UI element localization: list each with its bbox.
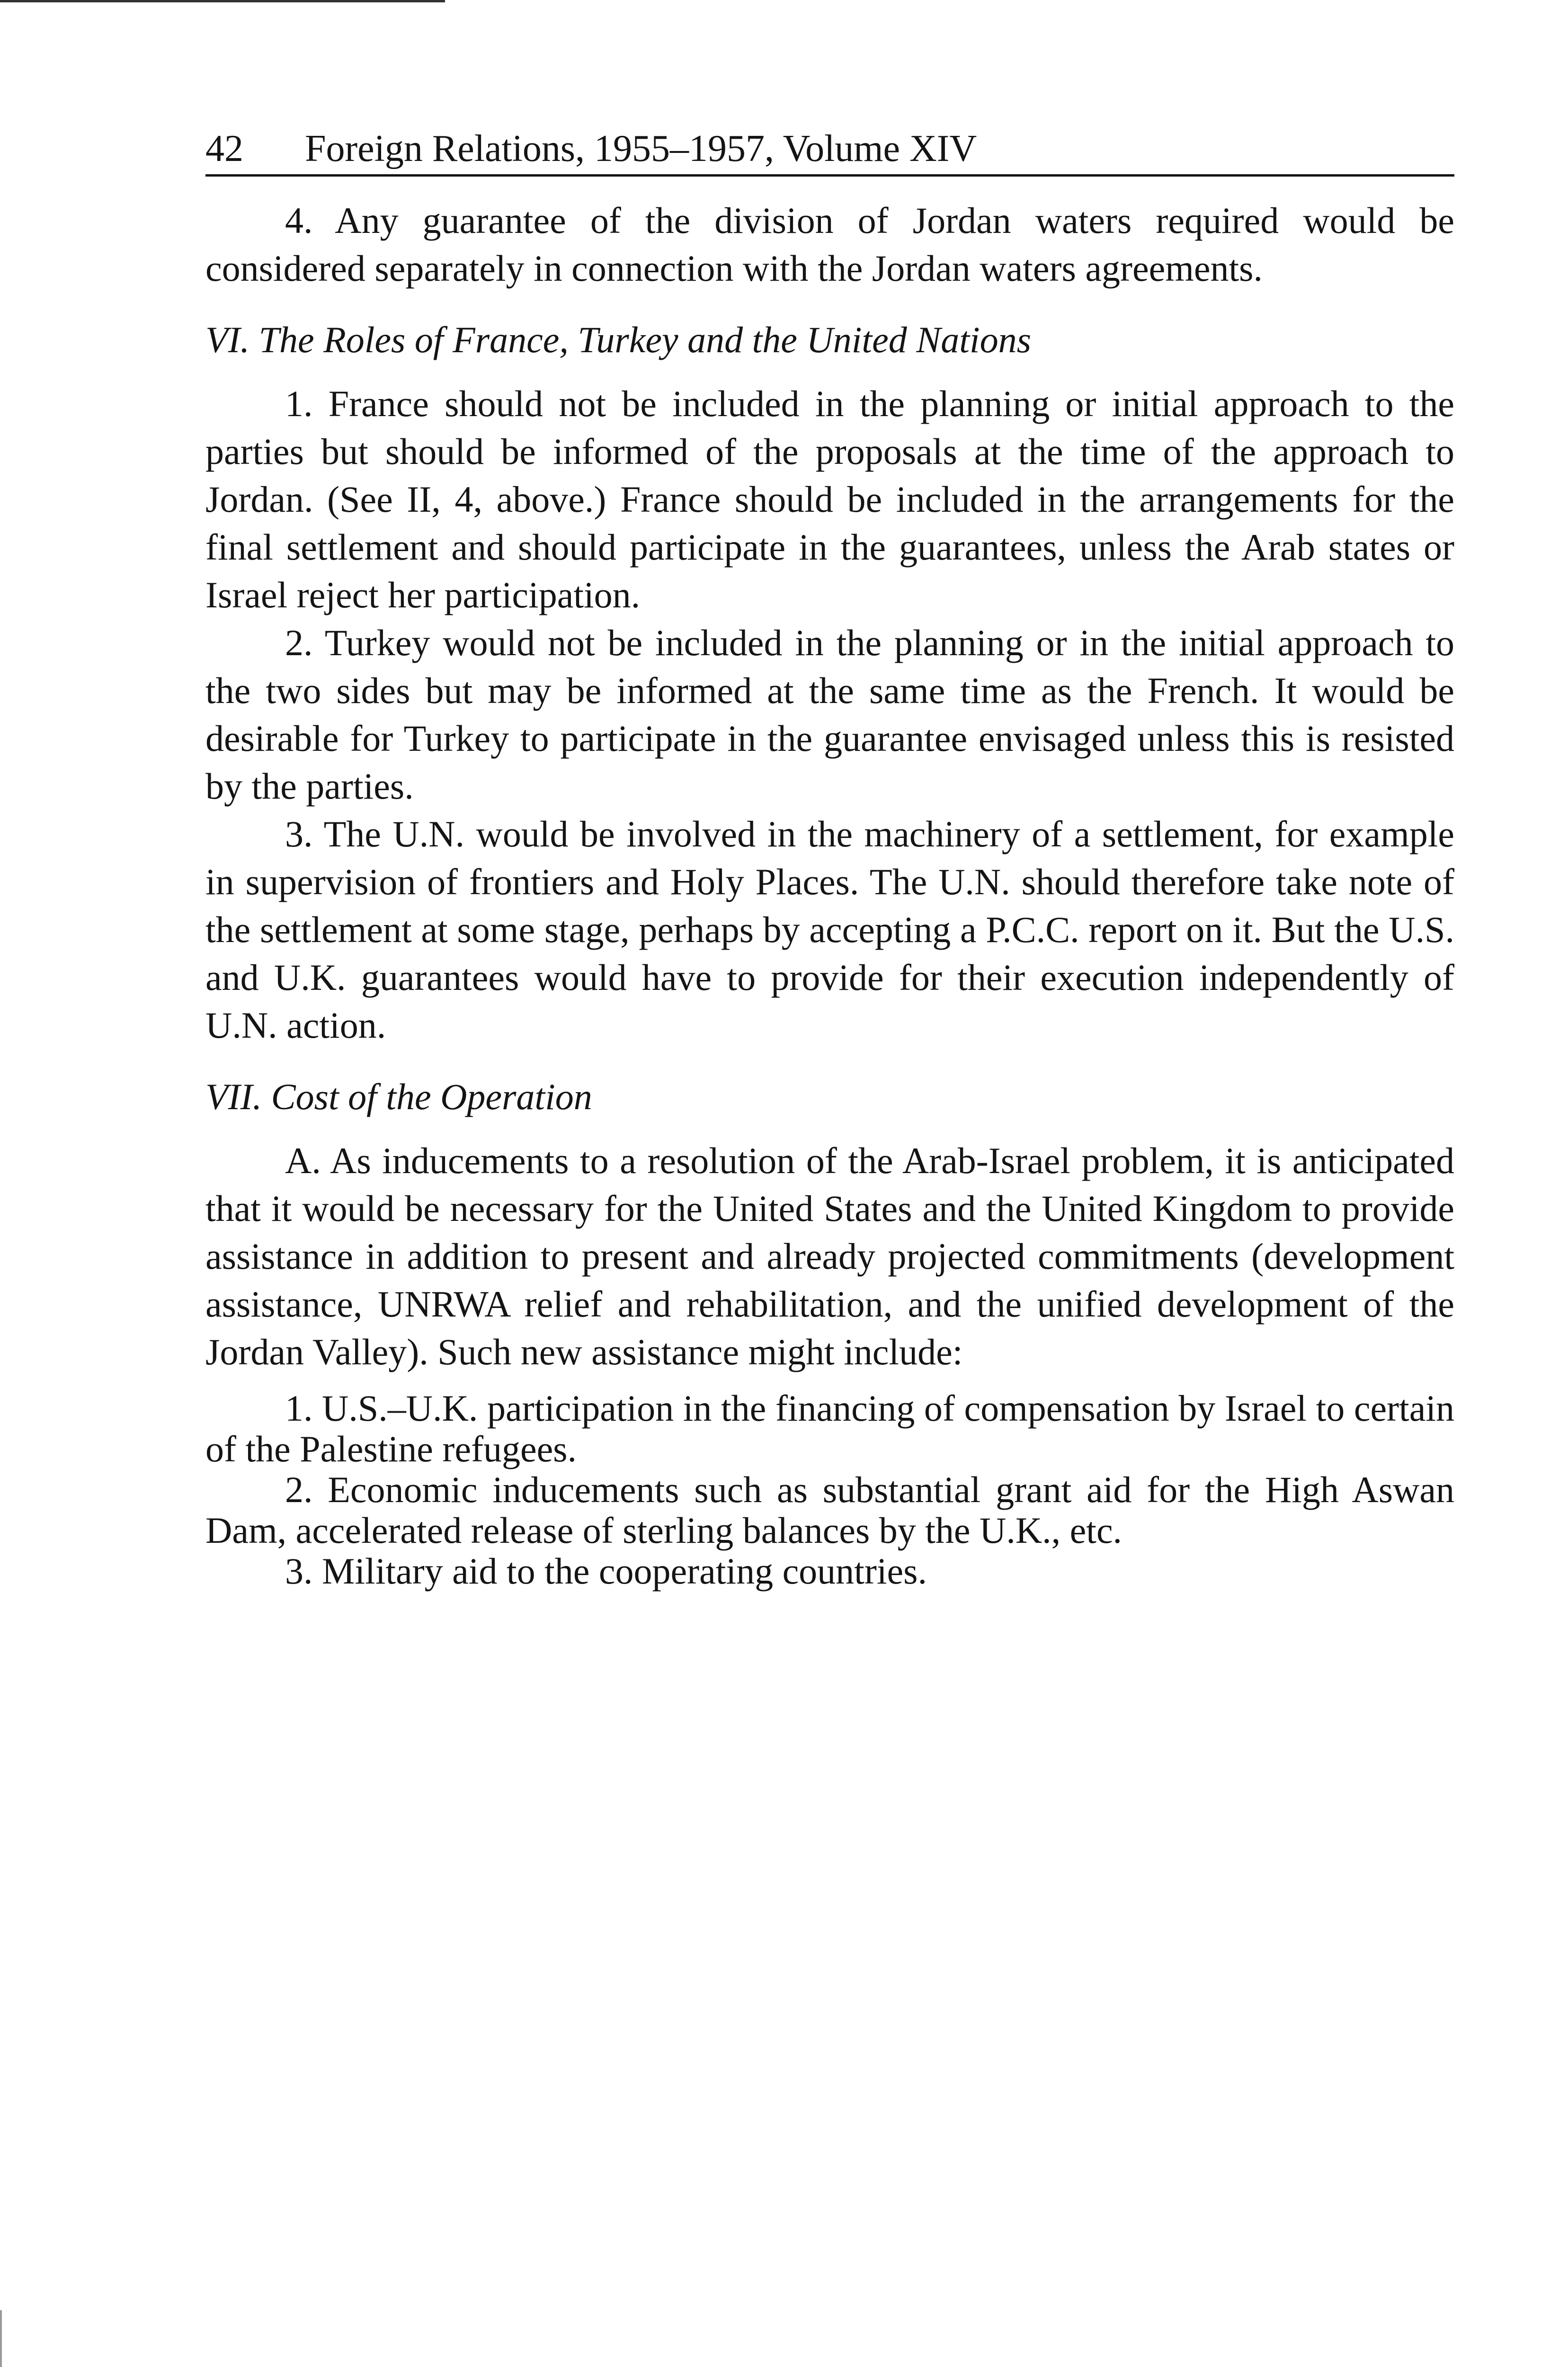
paragraph-jordan-waters: 4. Any guarantee of the division of Jordan waters required would be considered separately in connection with the Jordan waters agreements. — [205, 200, 1454, 289]
scan-edge-rule-left — [0, 2310, 2, 2367]
section-vi-item-1: 1. France should not be included in the planning or initial approach to the parties but should be informed of the proposals at the time of the approach to Jordan. (See II, 4, above.) France should be included in the arrangements for the final settlement and should participate in the guarantees, unless the Arab states or Israel reject her participation. — [205, 383, 1454, 615]
section-vii-item-2: 2. Economic inducements such as substantial grant aid for the High Aswan Dam, accelerated release of sterling balances by the U.K., etc. — [205, 1469, 1454, 1551]
section-vii-heading: VII. Cost of the Operation — [205, 1076, 592, 1117]
scan-edge-rule-top — [0, 0, 445, 2]
section-vii-item-3: 3. Military aid to the cooperating countries. — [285, 1550, 927, 1592]
page-content — [205, 124, 1454, 1592]
section-vi-heading: VI. The Roles of France, Turkey and the United Nations — [205, 319, 1031, 360]
page-number: 42 — [205, 128, 243, 169]
section-vi-item-2: 2. Turkey would not be included in the planning or in the initial approach to the two sides but may be informed at the same time as the French. It would be desirable for Turkey to participate in the guarantee envisaged unless this is resisted by the parties. — [205, 622, 1454, 807]
running-title: Foreign Relations, 1955–1957, Volume XIV — [305, 128, 977, 169]
section-vi-item-3: 3. The U.N. would be involved in the machinery of a settlement, for example in supervision of frontiers and Holy Places. The U.N. should therefore take note of the settlement at some stage, perhaps by accepting a P.C.C. report on it. But the U.S. and U.K. guarantees would have to provide for their execution independently of U.N. action. — [205, 813, 1454, 1046]
running-header — [205, 124, 1454, 177]
section-vii-paragraph-a: A. As inducements to a resolution of the Arab-Israel problem, it is anticipated that it would be necessary for the United States and the United Kingdom to provide assistance in addition to present and already projected commitments (development assistance, UNRWA relief and rehabilitation, and the unified development of the Jordan Valley). Such new assistance might include: — [205, 1140, 1454, 1372]
section-vii-list — [205, 1388, 1454, 1592]
section-vii-item-1: 1. U.S.–U.K. participation in the financing of compensation by Israel to certain of the Palestine refugees. — [205, 1388, 1454, 1469]
